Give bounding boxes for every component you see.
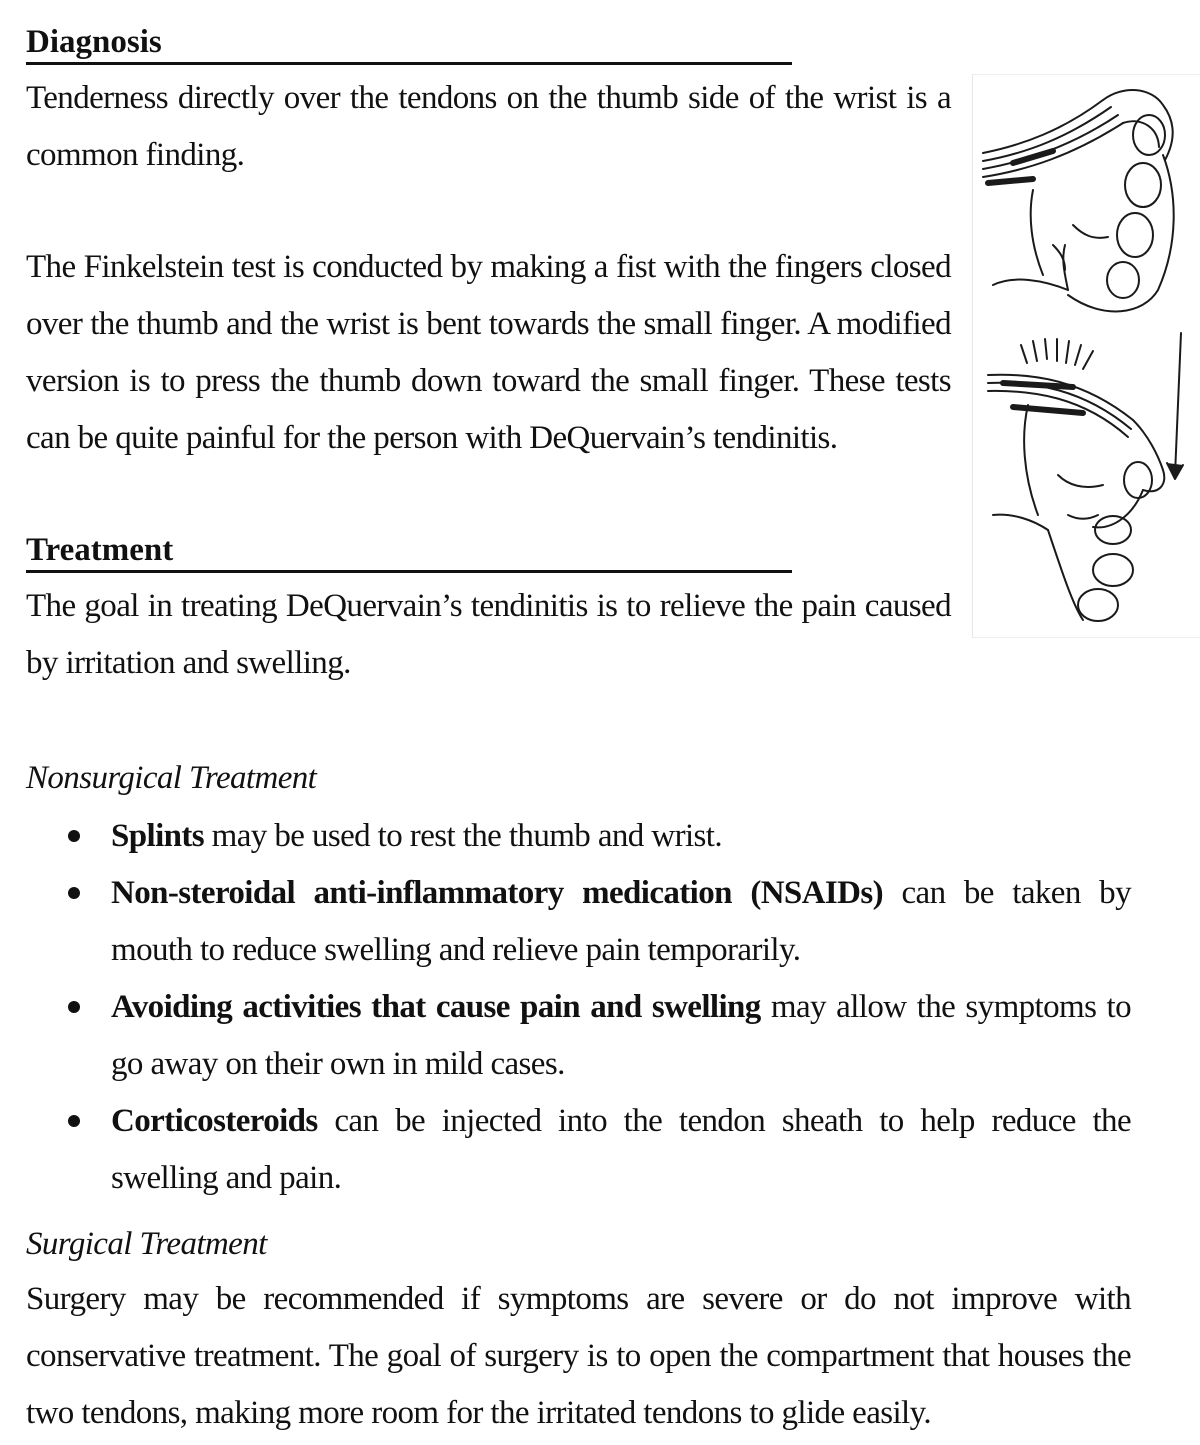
thumb-press-illustration <box>988 339 1164 621</box>
list-item <box>26 979 1131 1093</box>
list-item <box>26 865 1131 979</box>
item-text: may allow the symptoms to go away on their own in mild cases. <box>111 989 1131 1082</box>
bullet-icon <box>68 1115 80 1127</box>
hand-drawing <box>973 75 1200 637</box>
item-term: Avoiding activities that cause pain and swelling <box>111 989 761 1025</box>
bullet-icon <box>68 887 80 899</box>
item-text: can be injected into the tendon sheath to help reduce the swelling and pain. <box>111 1103 1131 1196</box>
bullet-icon <box>68 1001 80 1013</box>
diagnosis-paragraph-2: The Finkelstein test is conducted by making a fist with the fingers closed over the thumb and the wrist is bent towards the small finger. A modified version is to press the thumb down toward the small finger. These tests can be quite painful for the person with DeQuervain’s tendinitis. <box>26 249 951 456</box>
item-term: Splints <box>111 818 205 854</box>
down-arrow-icon <box>1167 333 1183 479</box>
diagnosis-paragraph-1: Tenderness directly over the tendons on the thumb side of the wrist is a common finding. <box>26 80 951 173</box>
nonsurgical-list <box>26 808 1131 1207</box>
nonsurgical-heading: Nonsurgical Treatment <box>26 760 317 796</box>
item-text: can be taken by mouth to reduce swelling and relieve pain temporarily. <box>111 875 1131 968</box>
item-text: may be used to rest the thumb and wrist. <box>204 818 722 854</box>
list-item <box>26 1093 1131 1207</box>
surgical-paragraph: Surgery may be recommended if symptoms are severe or do not improve with conservative treatment. The goal of surgery is to open the compartment that houses the two tendons, making more room for the irritated tendons to glide easily. <box>26 1281 1131 1431</box>
item-term: Non-steroidal anti-inflammatory medication (NSAIDs) <box>111 875 884 911</box>
fist-illustration <box>983 90 1174 311</box>
diagnosis-heading: Diagnosis <box>26 22 792 65</box>
list-item <box>26 808 1131 865</box>
item-term: Corticosteroids <box>111 1103 318 1139</box>
bullet-icon <box>68 830 80 842</box>
treatment-heading: Treatment <box>26 530 792 573</box>
surgical-heading: Surgical Treatment <box>26 1226 267 1262</box>
treatment-paragraph: The goal in treating DeQuervain’s tendinitis is to relieve the pain caused by irritation and swelling. <box>26 588 951 681</box>
finkelstein-test-illustration <box>972 74 1200 638</box>
